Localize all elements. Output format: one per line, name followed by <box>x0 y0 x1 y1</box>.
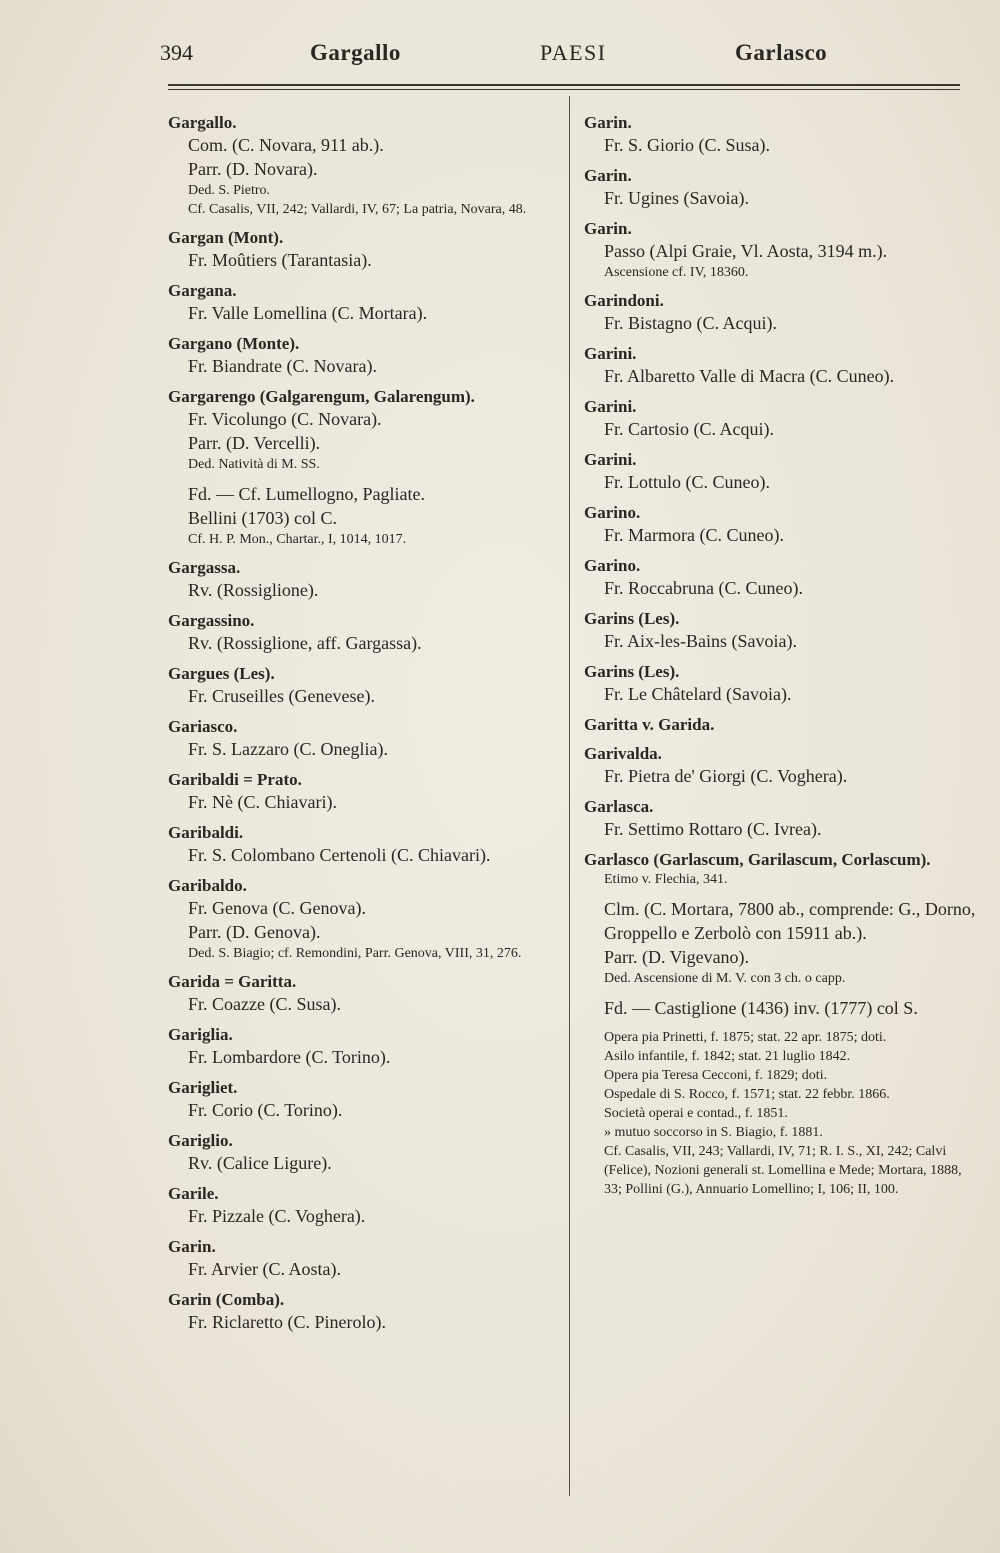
entry-line: Fr. Genova (C. Genova). <box>188 898 366 918</box>
entry-title: Garile. <box>168 1184 219 1203</box>
gazetteer-entry <box>168 482 563 549</box>
gazetteer-entry <box>584 796 979 841</box>
entry-line: Fr. Roccabruna (C. Cuneo). <box>604 578 803 598</box>
entry-title: Gariglio. <box>168 1131 233 1150</box>
entry-line: Fr. Marmora (C. Cuneo). <box>604 525 784 545</box>
entry-title: Garin. <box>584 219 632 238</box>
page-header <box>160 40 960 80</box>
entry-note: Ded. Natività di M. SS. <box>188 457 320 472</box>
entry-title: Garigliet. <box>168 1078 238 1097</box>
entry-line: Fr. S. Giorio (C. Susa). <box>604 135 771 155</box>
gazetteer-entry <box>168 227 563 272</box>
entry-title: Gariglia. <box>168 1025 233 1044</box>
left-column <box>168 112 563 1342</box>
gazetteer-entry <box>168 333 563 378</box>
entry-line: Fr. Le Châtelard (Savoia). <box>604 684 792 704</box>
gazetteer-entry <box>584 112 979 157</box>
entry-line: Fr. Bistagno (C. Acqui). <box>604 313 778 333</box>
entry-title: Garida = Garitta. <box>168 972 297 991</box>
entry-title: Garin. <box>168 1237 216 1256</box>
entry-line: Fr. Arvier (C. Aosta). <box>188 1259 341 1279</box>
gazetteer-entry <box>168 1077 563 1122</box>
gazetteer-entry <box>584 449 979 494</box>
gazetteer-entry <box>168 716 563 761</box>
entry-line: Fr. S. Lazzaro (C. Oneglia). <box>188 739 388 759</box>
entry-note: Opera pia Teresa Cecconi, f. 1829; doti. <box>604 1068 828 1083</box>
entry-line: Fr. Lottulo (C. Cuneo). <box>604 472 770 492</box>
entry-title: Garini. <box>584 344 637 363</box>
entry-title: Garivalda. <box>584 744 662 763</box>
gazetteer-entry <box>168 1183 563 1228</box>
entry-title: Garins (Les). <box>584 609 680 628</box>
entry-line: Fr. Biandrate (C. Novara). <box>188 356 377 376</box>
gazetteer-entry <box>168 875 563 963</box>
gazetteer-entry <box>584 1028 979 1199</box>
entry-title: Garin. <box>584 113 632 132</box>
entry-title: Garibaldi = Prato. <box>168 770 302 789</box>
gazetteer-entry <box>584 218 979 282</box>
gazetteer-entry <box>168 822 563 867</box>
gazetteer-entry <box>584 996 979 1020</box>
entry-line: Fd. — Cf. Lumellogno, Pagliate. <box>188 484 425 504</box>
entry-line: Fr. Cruseilles (Genevese). <box>188 686 375 706</box>
entry-line: Bellini (1703) col C. <box>188 508 337 528</box>
entry-title: Gargassino. <box>168 611 255 630</box>
entry-title: Garibaldo. <box>168 876 247 895</box>
gazetteer-entry <box>168 1130 563 1175</box>
entry-title: Gargan (Mont). <box>168 228 284 247</box>
right-column <box>584 112 979 1207</box>
gazetteer-entry <box>168 663 563 708</box>
entry-note: Società operai e contad., f. 1851. <box>604 1106 788 1121</box>
gazetteer-entry <box>584 290 979 335</box>
entry-note: Opera pia Prinetti, f. 1875; stat. 22 apr. 1875; doti. <box>604 1030 887 1045</box>
entry-line: Com. (C. Novara, 911 ab.). <box>188 135 384 155</box>
gazetteer-entry <box>168 610 563 655</box>
header-rule-thick <box>168 84 960 86</box>
gazetteer-entry <box>584 714 979 735</box>
entry-line: Fr. Cartosio (C. Acqui). <box>604 419 774 439</box>
header-center-word: PAESI <box>540 40 607 65</box>
entry-line: Fr. Pizzale (C. Voghera). <box>188 1206 366 1226</box>
entry-note: Cf. Casalis, VII, 242; Vallardi, IV, 67; La patria, Novara, 48. <box>188 202 527 217</box>
entry-note: Asilo infantile, f. 1842; stat. 21 luglio 1842. <box>604 1049 851 1064</box>
entry-line: Rv. (Rossiglione, aff. Gargassa). <box>188 633 422 653</box>
entry-title: Garlasco (Garlascum, Garilascum, Corlascum). <box>584 850 931 869</box>
entry-title: Garin. <box>584 166 632 185</box>
entry-line: Parr. (D. Vigevano). <box>604 947 750 967</box>
entry-line: Fr. S. Colombano Certenoli (C. Chiavari). <box>188 845 491 865</box>
gazetteer-entry <box>168 280 563 325</box>
entry-title: Garibaldi. <box>168 823 244 842</box>
entry-title: Gargano (Monte). <box>168 334 300 353</box>
gazetteer-entry <box>168 1024 563 1069</box>
entry-line: Fr. Coazze (C. Susa). <box>188 994 341 1014</box>
gazetteer-entry <box>584 396 979 441</box>
entry-title: Garino. <box>584 556 641 575</box>
entry-note: Ascensione cf. IV, 18360. <box>604 265 749 280</box>
gazetteer-entry <box>584 661 979 706</box>
entry-line: Fd. — Castiglione (1436) inv. (1777) col S. <box>604 998 918 1018</box>
entry-title: Garin (Comba). <box>168 1290 285 1309</box>
entry-line: Fr. Riclaretto (C. Pinerolo). <box>188 1312 386 1332</box>
entry-note: Cf. Casalis, VII, 243; Vallardi, IV, 71; R. I. S., XI, 242; Calvi (Felice), Nozioni generali st. Lomellina e Mede; Mortara, 1888, 33; Pollini (G.), Annuario Lomellino; I, 106; II, 100. <box>604 1144 962 1197</box>
entry-note: Ded. Ascensione di M. V. con 3 ch. o capp. <box>604 971 846 986</box>
header-rule-thin <box>168 89 960 90</box>
entry-line: Fr. Corio (C. Torino). <box>188 1100 343 1120</box>
entry-line: Fr. Valle Lomellina (C. Mortara). <box>188 303 428 323</box>
entry-note: Ded. S. Biagio; cf. Remondini, Parr. Genova, VIII, 31, 276. <box>188 946 522 961</box>
entry-line: Fr. Settimo Rottaro (C. Ivrea). <box>604 819 822 839</box>
entry-line: Passo (Alpi Graie, Vl. Aosta, 3194 m.). <box>604 241 888 261</box>
entry-line: Fr. Lombardore (C. Torino). <box>188 1047 391 1067</box>
entry-note: Ded. S. Pietro. <box>188 183 271 198</box>
entry-note: Cf. H. P. Mon., Chartar., I, 1014, 1017. <box>188 532 407 547</box>
entry-line: Rv. (Calice Ligure). <box>188 1153 332 1173</box>
entry-title: Garindoni. <box>584 291 664 310</box>
page-number: 394 <box>160 40 193 65</box>
entry-line: Clm. (C. Mortara, 7800 ab., comprende: G., Dorno, Groppello e Zerbolò con 15911 ab.). <box>604 899 976 943</box>
entry-line: Parr. (D. Novara). <box>188 159 318 179</box>
entry-title: Gargallo. <box>168 113 237 132</box>
entry-line: Fr. Aix-les-Bains (Savoia). <box>604 631 797 651</box>
gazetteer-entry <box>168 386 563 474</box>
gazetteer-entry <box>584 743 979 788</box>
entry-title: Garini. <box>584 450 637 469</box>
gazetteer-entry <box>168 1236 563 1281</box>
gazetteer-entry <box>168 971 563 1016</box>
entry-title: Garino. <box>584 503 641 522</box>
entry-title: Garini. <box>584 397 637 416</box>
entry-title: Garitta v. Garida. <box>584 715 715 734</box>
gazetteer-entry <box>168 112 563 219</box>
gazetteer-entry <box>168 557 563 602</box>
gazetteer-entry <box>168 1289 563 1334</box>
entry-line: Fr. Moûtiers (Tarantasia). <box>188 250 372 270</box>
header-right-word: Garlasco <box>735 40 828 65</box>
entry-line: Fr. Ugines (Savoia). <box>604 188 749 208</box>
column-divider <box>569 96 570 1496</box>
entry-note: » mutuo soccorso in S. Biagio, f. 1881. <box>604 1125 823 1140</box>
entry-title: Gargarengo (Galgarengum, Galarengum). <box>168 387 475 406</box>
gazetteer-entry <box>168 769 563 814</box>
entry-line: Rv. (Rossiglione). <box>188 580 319 600</box>
entry-line: Fr. Pietra de' Giorgi (C. Voghera). <box>604 766 848 786</box>
entry-note: Ospedale di S. Rocco, f. 1571; stat. 22 febbr. 1866. <box>604 1087 890 1102</box>
gazetteer-entry <box>584 343 979 388</box>
entry-line: Fr. Albaretto Valle di Macra (C. Cuneo). <box>604 366 895 386</box>
entry-title: Garins (Les). <box>584 662 680 681</box>
entry-line: Parr. (D. Vercelli). <box>188 433 321 453</box>
entry-line: Fr. Vicolungo (C. Novara). <box>188 409 382 429</box>
gazetteer-entry <box>584 165 979 210</box>
gazetteer-entry <box>584 608 979 653</box>
entry-title: Gariasco. <box>168 717 238 736</box>
gazetteer-entry <box>584 555 979 600</box>
gazetteer-entry <box>584 502 979 547</box>
entry-line: Parr. (D. Genova). <box>188 922 321 942</box>
entry-note: Etimo v. Flechia, 341. <box>604 872 728 887</box>
entry-title: Gargassa. <box>168 558 241 577</box>
entry-title: Garlasca. <box>584 797 654 816</box>
gazetteer-entry <box>584 897 979 988</box>
gazetteer-entry <box>584 849 979 889</box>
entry-title: Gargana. <box>168 281 237 300</box>
header-left-word: Gargallo <box>310 40 401 65</box>
entry-line: Fr. Nè (C. Chiavari). <box>188 792 337 812</box>
entry-title: Gargues (Les). <box>168 664 275 683</box>
